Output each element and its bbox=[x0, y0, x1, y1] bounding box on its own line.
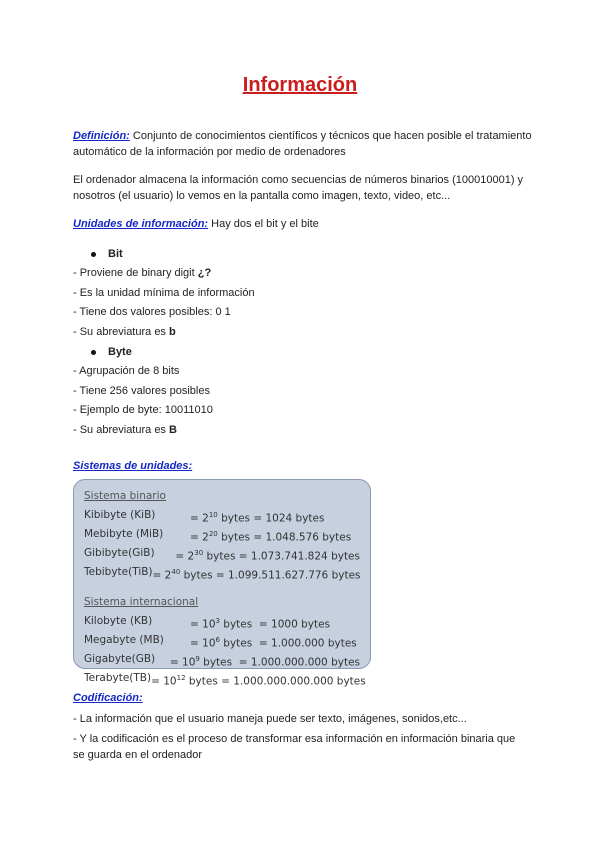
unit-row bbox=[84, 527, 360, 546]
bit-line: - Su abreviatura es b bbox=[73, 326, 176, 338]
unit-row bbox=[84, 546, 360, 565]
byte-line: - Su abreviatura es B bbox=[73, 424, 177, 436]
unit-name: Megabyte (MB) bbox=[84, 634, 164, 646]
unit-row bbox=[84, 508, 360, 527]
page-title: Información bbox=[242, 74, 358, 96]
codification-line: - La información que el usuario maneja puede ser texto, imágenes, sonidos,etc... bbox=[73, 713, 467, 725]
unit-value: = $10^{12}$ bytes = 1.000.000.000.000 bytes bbox=[151, 674, 366, 688]
unit-value: = $10^6$ bytes = 1.000.000 bytes bbox=[190, 636, 357, 650]
codification-heading: Codificación: bbox=[73, 692, 143, 704]
unit-name: Kibibyte (KiB) bbox=[84, 509, 156, 521]
unit-value: = $2^{40}$ bytes = 1.099.511.627.776 bytes bbox=[152, 568, 361, 582]
binary-system-title: Sistema binario bbox=[84, 490, 166, 502]
bit-abbr: b bbox=[169, 326, 176, 338]
bit-line: - Es la unidad mínima de información bbox=[73, 287, 255, 299]
units-paragraph bbox=[73, 216, 533, 232]
byte-heading: Byte bbox=[91, 346, 132, 358]
bit-line: - Tiene dos valores posibles: 0 1 bbox=[73, 306, 231, 318]
systems-heading: Sistemas de unidades: bbox=[73, 460, 193, 472]
byte-line: - Agrupación de 8 bits bbox=[73, 365, 180, 377]
unit-value: = $2^{30}$ bytes = 1.073.741.824 bytes bbox=[175, 549, 360, 563]
byte-line: - Tiene 256 valores posibles bbox=[73, 385, 210, 397]
unit-name: Tebibyte(TiB) bbox=[84, 566, 153, 578]
bullet-icon bbox=[91, 252, 96, 257]
unit-name: Terabyte(TB) bbox=[84, 672, 152, 684]
unit-value: = $2^{10}$ bytes = 1024 bytes bbox=[190, 511, 325, 525]
unit-row bbox=[84, 633, 360, 652]
intro-paragraph: El ordenador almacena la información como secuencias de números binarios (100010001) y nosotros (el usuario) lo vemos en la pantalla como imagen, texto, video, etc... bbox=[73, 174, 524, 202]
byte-abbr: B bbox=[169, 424, 177, 436]
question-mark: ¿? bbox=[197, 267, 212, 279]
unit-row bbox=[84, 671, 366, 690]
unit-name: Gigabyte(GB) bbox=[84, 653, 156, 665]
definition-paragraph bbox=[73, 128, 533, 160]
definition-label: Definición: bbox=[73, 130, 130, 142]
units-text: Hay dos el bit y el bite bbox=[208, 218, 319, 230]
unit-name: Mebibyte (MiB) bbox=[84, 528, 164, 540]
definition-text: Conjunto de conocimientos científicos y técnicos que hacen posible el tratamiento automático de la información por medio de ordenadores bbox=[73, 130, 532, 158]
units-label: Unidades de información: bbox=[73, 218, 209, 230]
bullet-icon bbox=[91, 350, 96, 355]
unit-row bbox=[84, 565, 360, 584]
unit-value: = $2^{20}$ bytes = 1.048.576 bytes bbox=[190, 530, 352, 544]
unit-row bbox=[84, 652, 360, 671]
unit-value: = $10^3$ bytes = 1000 bytes bbox=[190, 617, 331, 631]
international-system-title: Sistema internacional bbox=[84, 596, 199, 608]
unit-name: Kilobyte (KB) bbox=[84, 615, 153, 627]
unit-value: = $10^9$ bytes = 1.000.000.000 bytes bbox=[169, 655, 360, 669]
bit-heading: Bit bbox=[91, 248, 123, 260]
units-table-image bbox=[73, 479, 371, 688]
byte-line: - Ejemplo de byte: 10011010 bbox=[73, 404, 213, 416]
unit-row bbox=[84, 614, 360, 633]
codification-line: - Y la codificación es el proceso de transformar esa información en información binaria que se guarda en el ordenador bbox=[73, 733, 516, 761]
unit-name: Gibibyte(GiB) bbox=[84, 547, 155, 559]
bit-line: - Proviene de binary digit ¿? bbox=[73, 267, 212, 279]
